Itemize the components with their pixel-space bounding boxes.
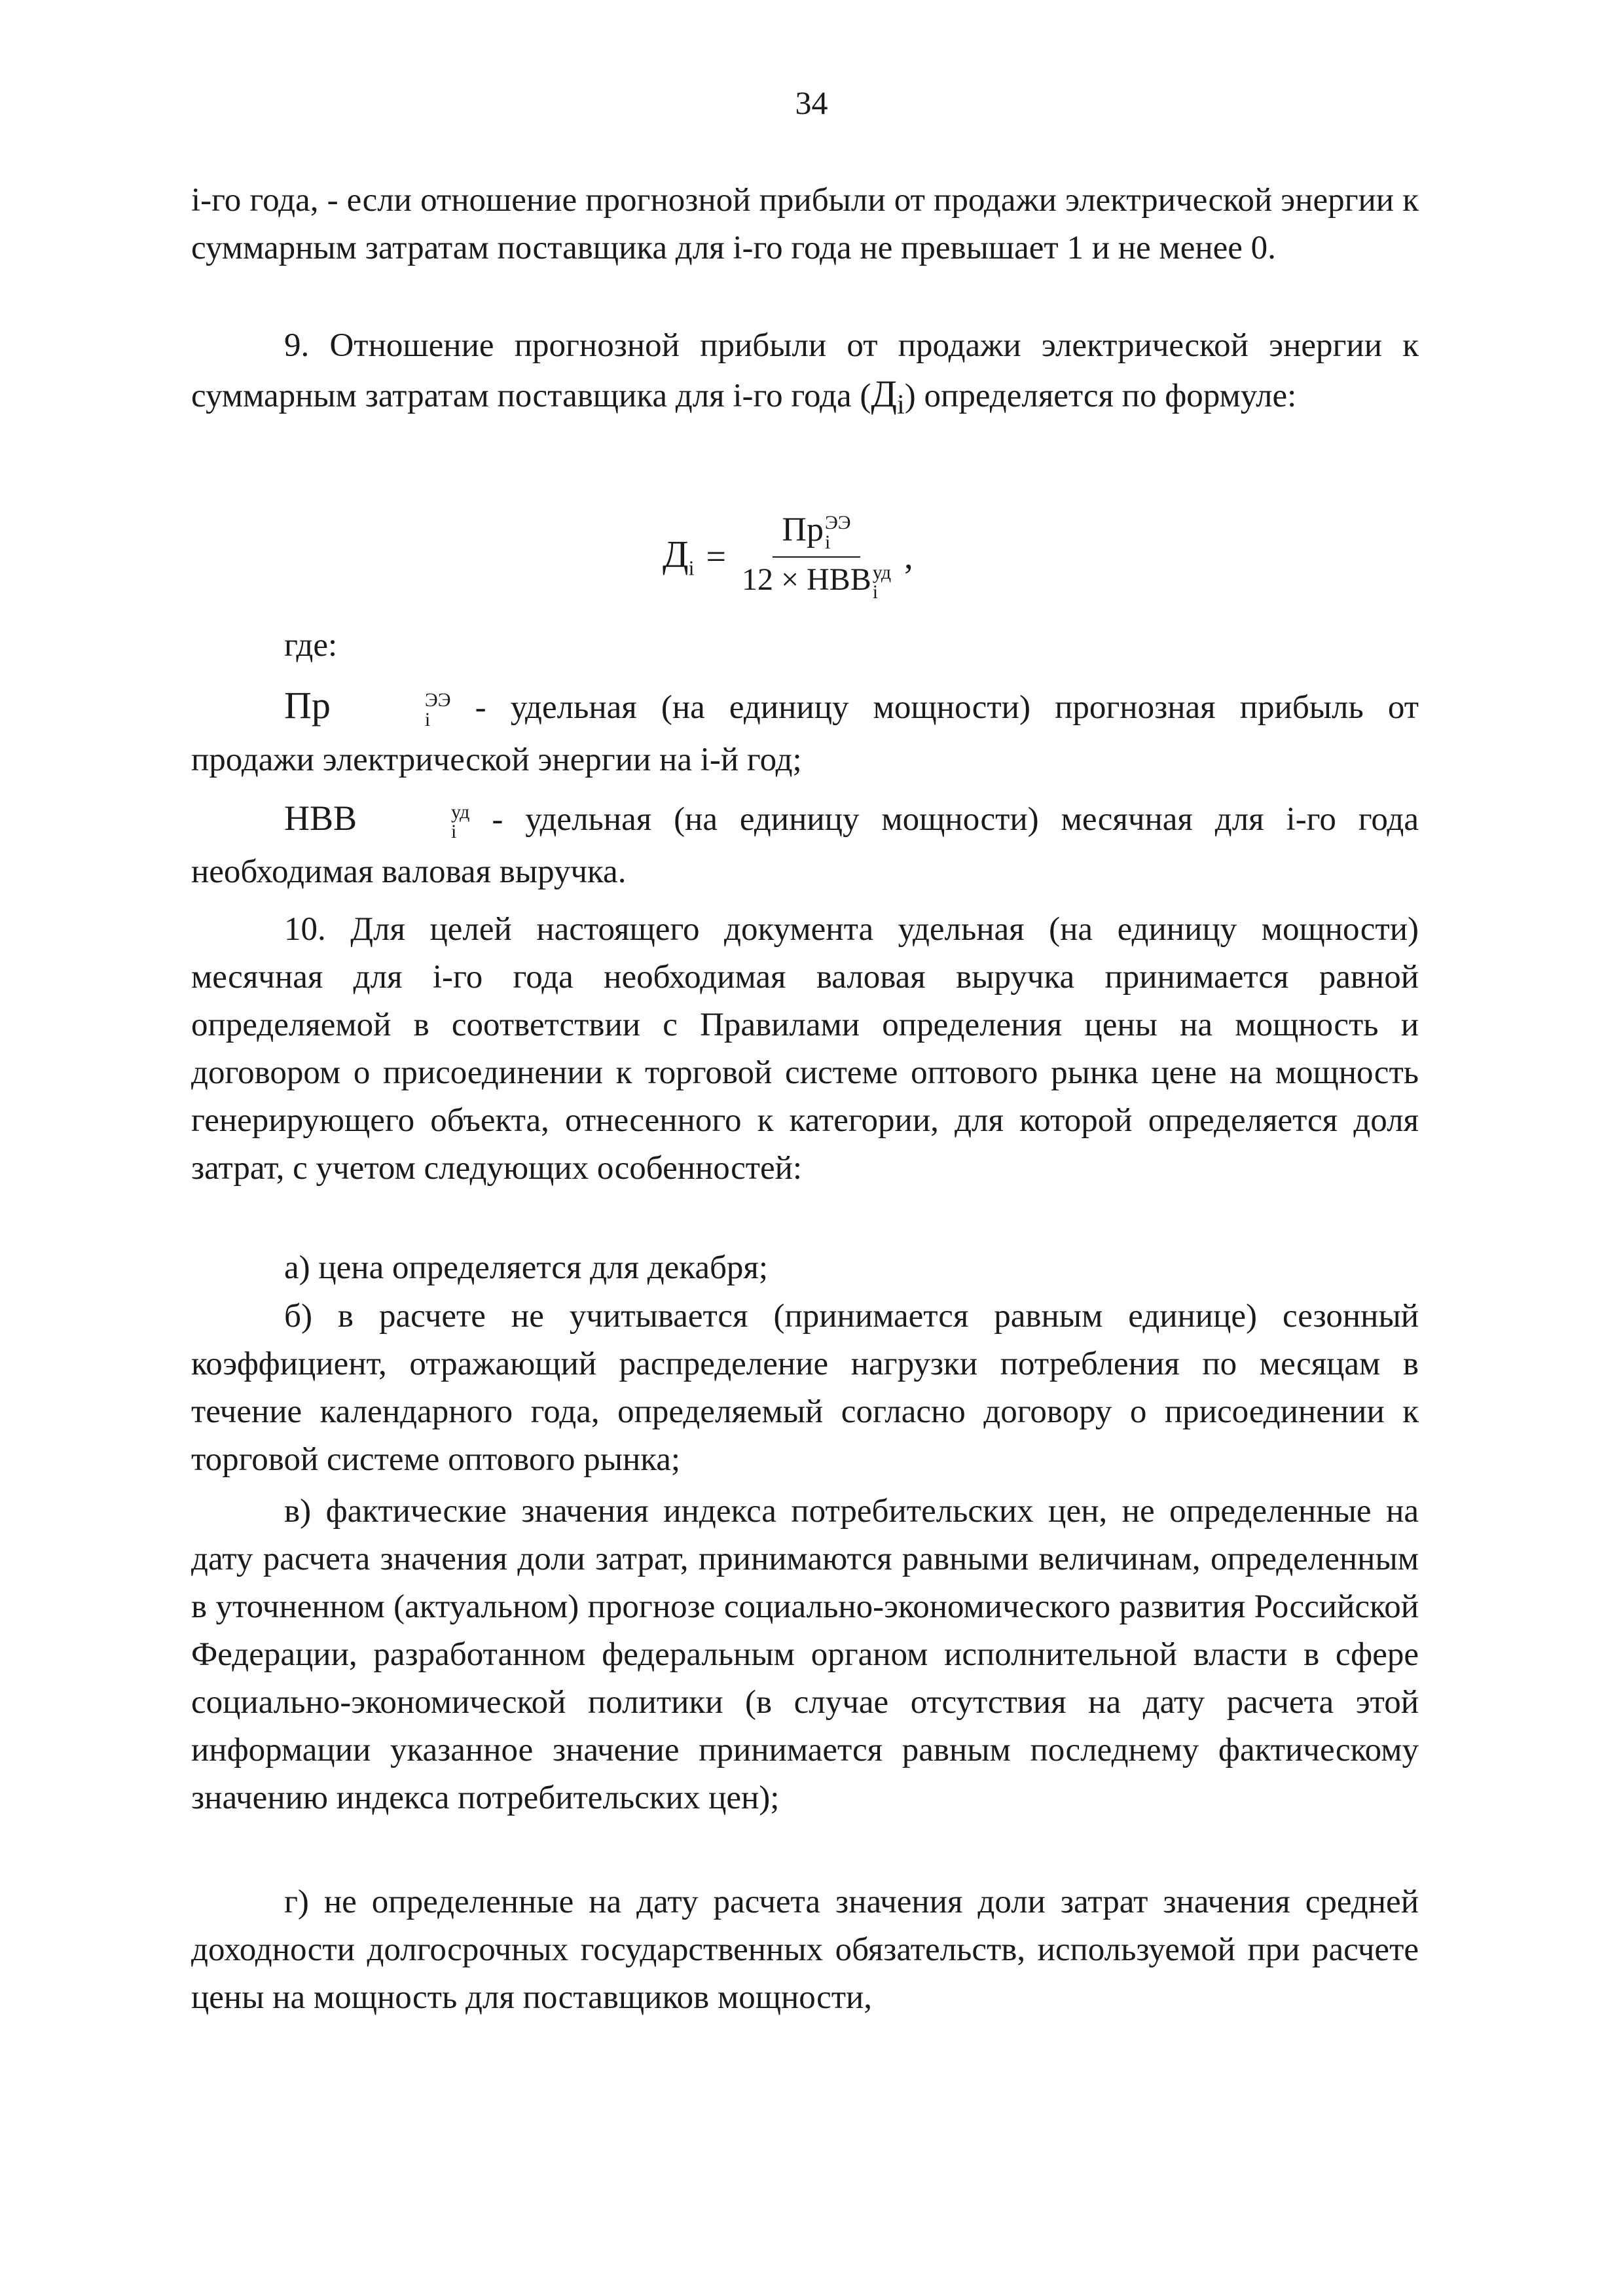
where-label-block [191, 622, 1419, 670]
item-b-text: б) в расчете не учитывается (принимается равным единице) сезонный коэффициент, отражающий распределение нагрузки потребления по месяцам в течение календарного года, определяемый согласно договору о присоединении к торговой системе оптового рынка; [191, 1298, 1419, 1478]
item-a-text: а) цена определяется для декабря; [284, 1249, 769, 1286]
item-g-text: г) не определенные на дату расчета значения доли затрат значения средней доходности долгосрочных государственных обязательств, используемой при расчете цены на мощность для поставщиков мощности, [191, 1884, 1419, 2016]
paragraph-9 [191, 322, 1419, 429]
formula-comma: , [904, 537, 913, 577]
paragraph-intro [191, 177, 1419, 272]
formula-numerator: Пр ЭЭ i [773, 511, 860, 558]
formula-denominator: 12 × НВВ уд i [741, 562, 892, 603]
paragraph-10-text: 10. Для целей настоящего документа удельная (на единицу мощности) месячная для i-го года необходимая валовая выручка принимается равной определяемой в соответствии с Правилами определения цены на мощность и договором о присоединении к торговой системе оптового рынка цене на мощность генерирующего объекта, отнесенного к категории, для которой определяется доля затрат, с учетом следующих особенностей: [191, 911, 1419, 1187]
definition-2 [191, 792, 1419, 898]
paragraph-intro-text: i-го года, - если отношение прогнозной прибыли от продажи электрической энергии к суммарным затратам поставщика для i-го года не превышает 1 и не менее 0. [191, 182, 1419, 266]
formula-fraction [733, 511, 900, 602]
where-label: где: [284, 627, 338, 664]
item-v-text: в) фактические значения индекса потребительских цен, не определенные на дату расчета значения доли затрат, принимаются равными величинам, определенным в уточненном (актуальном) прогнозе социально-экономического развития Российской Федерации, разработанном федеральным органом исполнительной власти в сфере социально-экономической политики (в случае отсутствия на дату расчета этой информации указанное значение принимается равным последнему фактическому значению индекса потребительских цен); [191, 1493, 1419, 1816]
paragraph-10 [191, 906, 1419, 1193]
definition-2-text: НВВ уд i - удельная (на единицу мощности) месячная для i-го года необходимая валовая выручка. [191, 798, 1419, 890]
paragraph-9-text: 9. Отношение прогнозной прибыли от продажи электрической энергии к суммарным затратам поставщика для i-го года $(Д_i)$ определяется по формуле: [191, 327, 1419, 421]
definition-1 [191, 679, 1419, 786]
formula-block [191, 484, 1419, 641]
item-g [191, 1878, 1419, 2022]
d-symbol: Д [871, 372, 897, 415]
definition-1-text: Пр ЭЭ i - удельная (на единицу мощности) прогнозная прибыль от продажи электрической энергии на i-й год; [191, 684, 1419, 778]
item-b [191, 1293, 1419, 1484]
formula [663, 511, 913, 602]
d-subscript: i [896, 389, 905, 421]
item-a [191, 1244, 1419, 1292]
page-number: 34 [795, 84, 828, 121]
formula-equals: = [706, 537, 726, 577]
formula-lhs: $Д_i$ [663, 533, 695, 580]
item-v [191, 1488, 1419, 1822]
